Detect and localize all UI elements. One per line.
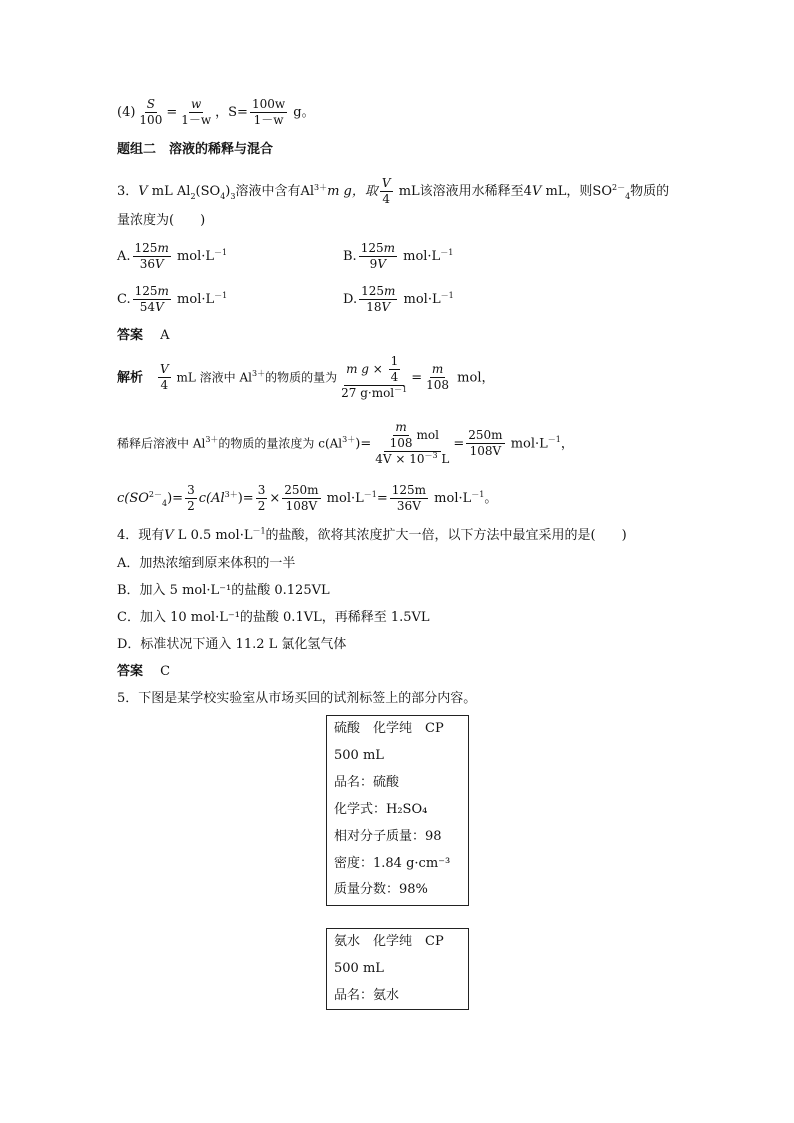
option-d: D. $\frac{125m}{18V}$ $mol\cdot L^{-1}$ bbox=[343, 284, 454, 315]
fraction: $\frac{m}{108}$ mol $4V \times 10^{-3}$ L bbox=[375, 420, 450, 467]
solution-line-3: $c(SO^{2-}_4)=$ $\frac{3}{2}$ $c(Al^{3+})=$ $\frac{3}{2}$ × $\frac{250m}{108V}$ $mol\cdot L^{-1}=$ $\frac{125m}{36V}$ $mol\cdot L^{-1}$。 bbox=[117, 483, 498, 514]
group-title: 题组二 溶液的稀释与混合 bbox=[117, 142, 274, 157]
solution-line-2: 稀释后溶液中 $Al^{3+}$的物质的量浓度为 $c(Al^{3+})=$ $\frac{m}{108}$ mol $4V \times 10^{-3}$ L = $\frac{250m}{108V}$ $mol\cdot L^{-1}$， bbox=[117, 420, 574, 467]
question-5-stem: 5．下图是某学校实验室从市场买回的试剂标签上的部分内容。 bbox=[117, 691, 477, 706]
label-line: 化学式：H₂SO₄ bbox=[334, 802, 428, 817]
fraction: $\frac{V}{4}$ bbox=[381, 176, 391, 207]
option-b: B. $\frac{125m}{9V}$ $mol\cdot L^{-1}$ bbox=[343, 241, 454, 272]
label-line: 品名：氨水 bbox=[334, 988, 400, 1003]
fraction: m g × $\frac{1}{4}$ 27 g·mol$^{-1}$ bbox=[341, 354, 408, 401]
label-line: 500 mL bbox=[334, 961, 384, 976]
label-line: 500 mL bbox=[334, 748, 384, 763]
question-3-stem-cont: 量浓度为( ) bbox=[117, 213, 206, 228]
formula-line-4: (4) $\frac{S}{100}$ = $\frac{w}{1-w}$ ，S= $\frac{100w}{1-w}$ g。 bbox=[117, 97, 315, 128]
fraction: $\frac{S}{100}$ bbox=[139, 97, 163, 128]
option-d: D．标准状况下通入 11.2 L 氯化氢气体 bbox=[117, 637, 347, 652]
fraction: $\frac{100w}{1-w}$ bbox=[251, 97, 286, 128]
answer-4: 答案 C bbox=[117, 664, 171, 679]
label-line: 品名：硫酸 bbox=[334, 775, 400, 790]
reagent-label-sulfuric-acid bbox=[326, 715, 469, 906]
question-4-stem: 4．现有V L 0.5 $mol\cdot L^{-1}$的盐酸，欲将其浓度扩大一倍，以下方法中最宜采用的是( ) bbox=[117, 526, 627, 543]
option-b: B．加入 5 mol·L⁻¹的盐酸 0.125VL bbox=[117, 583, 330, 598]
label-line: 质量分数：98% bbox=[334, 882, 428, 897]
answer-3: 答案 A bbox=[117, 328, 170, 343]
label-line: 密度：1.84 g·cm⁻³ bbox=[334, 856, 451, 871]
question-3-stem: 3．V mL $Al_2(SO_4)_3$溶液中含有$Al^{3+}m$ g，取 $\frac{V}{4}$ mL该溶液用水稀释至4V mL，则$SO^{2-}_4$物质的 bbox=[117, 176, 670, 207]
solution-line-1: 解析 $\frac{V}{4}$ mL 溶液中 $Al^{3+}$的物质的量为 m g × $\frac{1}{4}$ 27 g·mol$^{-1}$ = $\frac{m}{108}$ mol， bbox=[117, 354, 495, 401]
option-a: A．加热浓缩到原来体积的一半 bbox=[117, 556, 296, 571]
label-line: 相对分子质量：98 bbox=[334, 829, 442, 844]
reagent-label-ammonia bbox=[326, 928, 469, 1010]
label-line: 氨水 化学纯 CP bbox=[334, 934, 444, 949]
option-c: C. $\frac{125m}{54V}$ $mol\cdot L^{-1}$ bbox=[117, 284, 228, 315]
option-a: A. $\frac{125m}{36V}$ $mol\cdot L^{-1}$ bbox=[117, 241, 228, 272]
option-c: C．加入 10 mol·L⁻¹的盐酸 0.1VL，再稀释至 1.5VL bbox=[117, 610, 430, 625]
label-line: 硫酸 化学纯 CP bbox=[334, 721, 444, 736]
fraction: $\frac{w}{1-w}$ bbox=[181, 97, 212, 128]
